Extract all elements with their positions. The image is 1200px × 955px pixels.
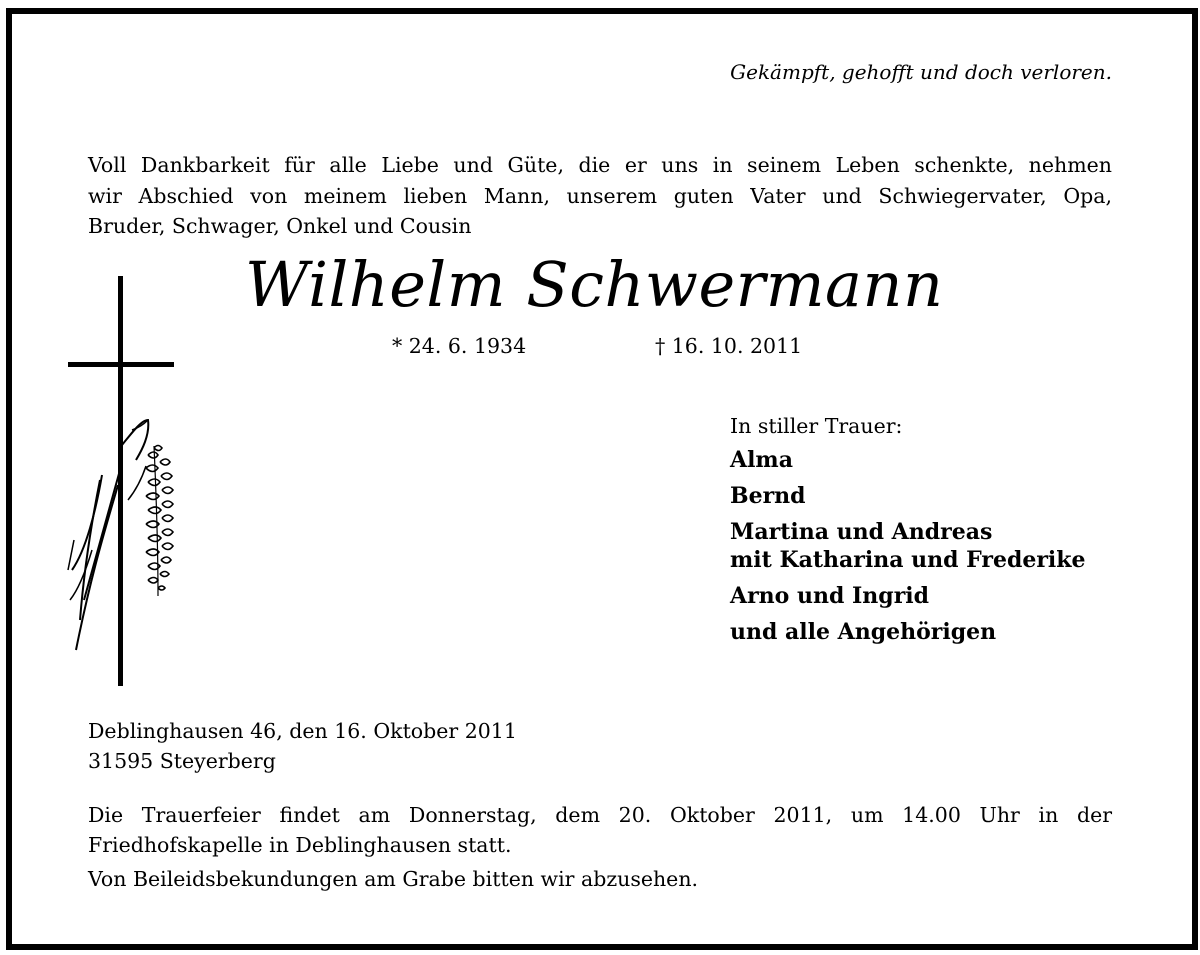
mourner-group [730,518,1086,574]
mourner-name: Martina und Andreas [730,519,993,545]
intro-line: wir Abschied von meinem lieben Mann, unserem guten Vater und Schwiegervater, Opa, [88,183,1112,208]
birth-date: * 24. 6. 1934 [392,334,527,358]
mourners-block [730,414,1086,654]
mourner-name: Bernd [730,483,806,509]
condolence-note: Von Beileidsbekundungen am Grabe bitten wir abzusehen. [88,867,699,891]
service-info [88,800,1112,894]
address-line: Deblinghausen 46, den 16. Oktober 2011 [88,719,517,743]
death-date: † 16. 10. 2011 [655,334,803,358]
mourner-name: und alle Angehörigen [730,619,997,645]
address-line: 31595 Steyerberg [88,749,276,773]
intro-line: Bruder, Schwager, Onkel und Cousin [88,214,472,238]
motto: Gekämpft, gehofft und doch verloren. [730,60,1112,84]
service-line: Die Trauerfeier findet am Donnerstag, dem 20. Oktober 2011, um 14.00 Uhr in der [88,803,1112,827]
cross-with-wheat-icon [62,270,192,690]
mourner-name: mit Katharina und Frederike [730,547,1086,573]
address-block [88,716,517,776]
intro-line: Voll Dankbarkeit für alle Liebe und Güte, die er uns in seinem Leben schenkte, nehmen [88,153,1112,177]
intro-text [88,150,1112,242]
mourner-name: Alma [730,447,793,473]
mourners-heading: In stiller Trauer: [730,414,903,438]
mourner-name: Arno und Ingrid [730,583,930,609]
deceased-name: Wilhelm Schwermann [245,248,944,321]
service-line: Friedhofskapelle in Deblinghausen statt. [88,833,512,857]
